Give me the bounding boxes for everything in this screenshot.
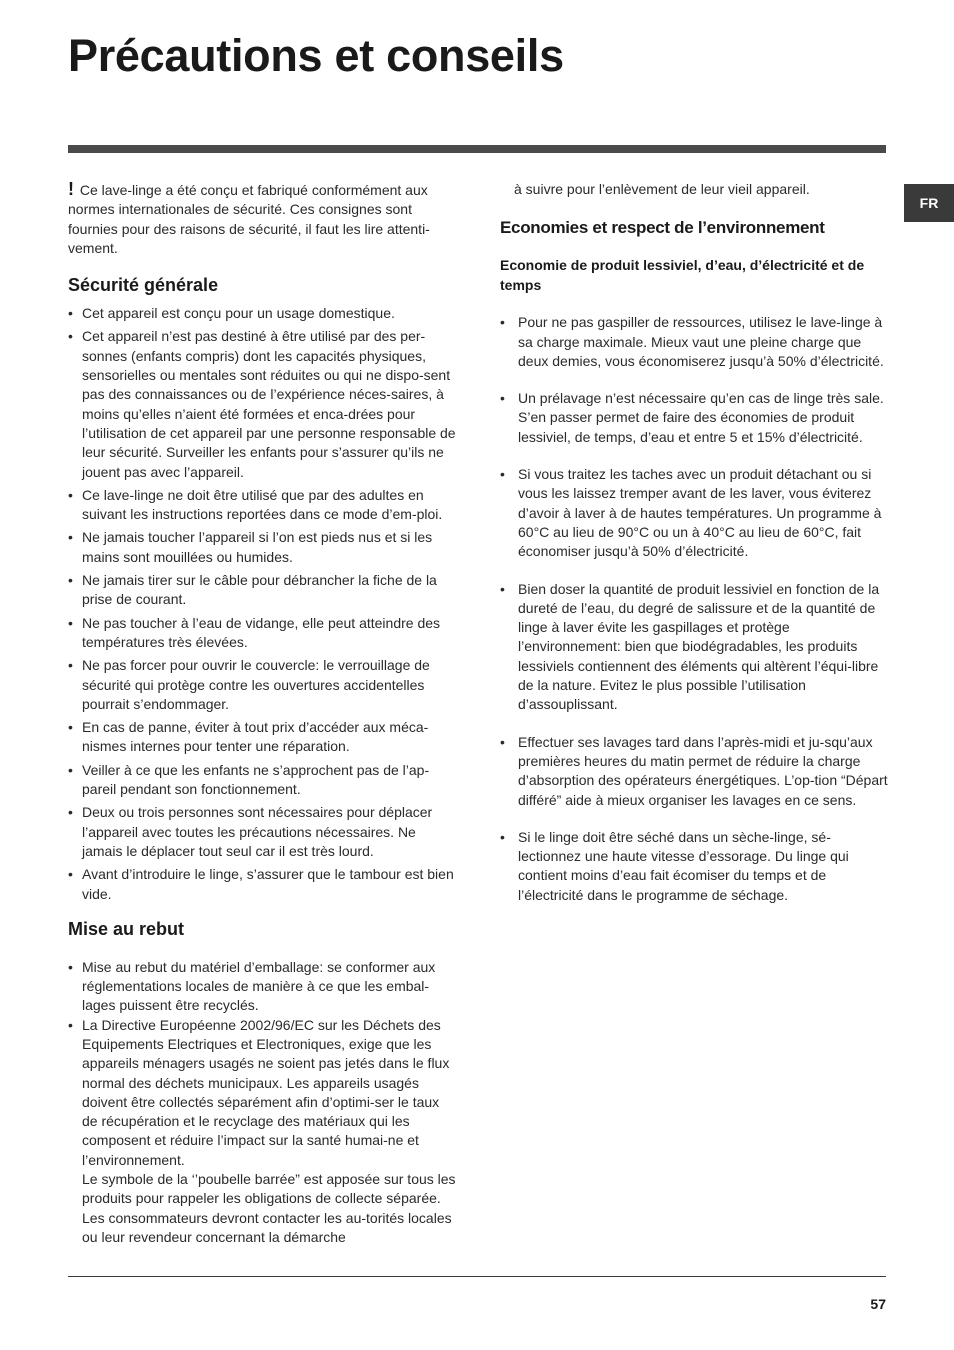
title-rule <box>68 145 886 153</box>
list-item: • Ne jamais tirer sur le câble pour débrancher la fiche de la prise de courant. <box>68 571 456 610</box>
list-item: • Ne pas toucher à l’eau de vidange, elle peut atteindre des températures très élevées. <box>68 614 456 653</box>
list-item: • Si vous traitez les taches avec un produit détachant ou si vous les laissez tremper avant de les laver, vous éviterez d’avoir à laver à de hautes températures. Un programme à 60°C au lieu de 90°C ou un à 40°C au lieu de 60°C, fait économiser jusqu’à 50% d’électricité. <box>500 465 888 561</box>
list-item: • Bien doser la quantité de produit lessiviel en fonction de la dureté de l’eau, du degré de salissure et de la quantité de linge à laver évite les gaspillages et protège l’environnement: bien que biodégradables, les produits lessiviels contiennent des éléments qui altèrent l’équi-libre de la nature. Evitez le plus possible l’utilisation d’assouplissant. <box>500 580 888 715</box>
list-item: • Ce lave-linge ne doit être utilisé que par des adultes en suivant les instructions reportées dans ce mode d’em-ploi. <box>68 486 456 525</box>
list-item: • Si le linge doit être séché dans un sèche-linge, sé-lectionnez une haute vitesse d’essorage. Du linge qui contient moins d’eau fait écomiser du temps et de l’électricité dans le programme de séchage. <box>500 828 888 905</box>
list-item: • Cet appareil est conçu pour un usage domestique. <box>68 304 456 323</box>
list-item: • Cet appareil n’est pas destiné à être utilisé par des per-sonnes (enfants compris) dont les capacités physiques, sensorielles ou mentales sont réduites ou qui ne dispo-sent pas des connaissances ou de l’expérience néces-saires, à moins qu’elles n’aient été formées et enca-drées pour l’utilisation de cet appareil par une personne responsable de leur sécurité. Surveiller les enfants pour s’assurer qu’ils ne jouent pas avec l’appareil. <box>68 327 456 481</box>
right-column <box>500 180 888 923</box>
section-heading-economies: Economies et respect de l’environnement <box>500 218 825 238</box>
intro-text: Ce lave-linge a été conçu et fabriqué conformément aux normes internationales de sécurité. Ces consignes sont fournies pour des raisons de sécurité, il faut les lire attenti-vement. <box>68 182 430 256</box>
list-item: • Effectuer ses lavages tard dans l’après-midi et ju-squ’aux premières heures du matin permet de réduire la charge d’absorption des opérateurs énergétiques. L’op-tion “Départ différé” aide à mieux organiser les lavages en ce sens. <box>500 733 888 810</box>
rebut-list <box>68 958 456 1170</box>
subheading-economies: Economie de produit lessiviel, d’eau, d’électricité et de temps <box>500 257 865 294</box>
left-column <box>68 180 456 1247</box>
page-number: 57 <box>870 1296 886 1312</box>
warning-mark-icon: ! <box>68 179 74 199</box>
list-item: • La Directive Européenne 2002/96/EC sur les Déchets des Equipements Electriques et Electroniques, exige que les appareils ménagers usagés ne soient pas jetés dans le flux normal des déchets municipaux. Les appareils usagés doivent être collectés séparément afin d’optimi-ser le taux de récupération et le recyclage des matériaux qui les composent et réduire l’impact sur la santé humai-ne et l’environnement. <box>68 1016 456 1170</box>
list-item: • Mise au rebut du matériel d’emballage: se conformer aux réglementations locales de manière à ce que les embal-lages puissent être recyclés. <box>68 958 456 1016</box>
list-item: • Ne pas forcer pour ouvrir le couvercle: le verrouillage de sécurité qui protège contre les ouvertures accidentelles pourrait s’endommager. <box>68 656 456 714</box>
list-item: • Veiller à ce que les enfants ne s’approchent pas de l’ap-pareil pendant son fonctionnement. <box>68 761 456 800</box>
list-item: • En cas de panne, éviter à tout prix d’accéder aux méca-nismes internes pour tenter une réparation. <box>68 718 456 757</box>
footer-rule <box>68 1276 886 1277</box>
economies-list <box>500 313 888 905</box>
list-item: • Avant d’introduire le linge, s’assurer que le tambour est bien vide. <box>68 865 456 904</box>
securite-list <box>68 304 456 904</box>
rebut-continuation-end: à suivre pour l’enlèvement de leur vieil appareil. <box>514 181 810 197</box>
rebut-continuation: Le symbole de la ‘’poubelle barrée” est apposée sur tous les produits pour rappeler les obligations de collecte séparée. Les consommateurs devront contacter les au-torités locales ou leur revendeur concernant la démarche <box>82 1171 456 1245</box>
list-item: • Deux ou trois personnes sont nécessaires pour déplacer l’appareil avec toutes les précautions nécessaires. Ne jamais le déplacer tout seul car il est très lourd. <box>68 803 456 861</box>
list-item: • Un prélavage n’est nécessaire qu’en cas de linge très sale. S’en passer permet de faire des économies de produit lessiviel, de temps, d’eau et entre 5 et 15% d’électricité. <box>500 389 888 447</box>
intro-paragraph <box>68 180 456 258</box>
list-item: • Pour ne pas gaspiller de ressources, utilisez le lave-linge à sa charge maximale. Mieux vaut une pleine charge que deux demies, vous économiserez jusqu’à 50% d’électricité. <box>500 313 888 371</box>
list-item: • Ne jamais toucher l’appareil si l’on est pieds nus et si les mains sont mouillées ou humides. <box>68 528 456 567</box>
language-tab: FR <box>904 184 954 222</box>
section-heading-rebut: Mise au rebut <box>68 918 185 939</box>
section-heading-securite: Sécurité générale <box>68 275 219 296</box>
page-title: Précautions et conseils <box>68 30 564 81</box>
